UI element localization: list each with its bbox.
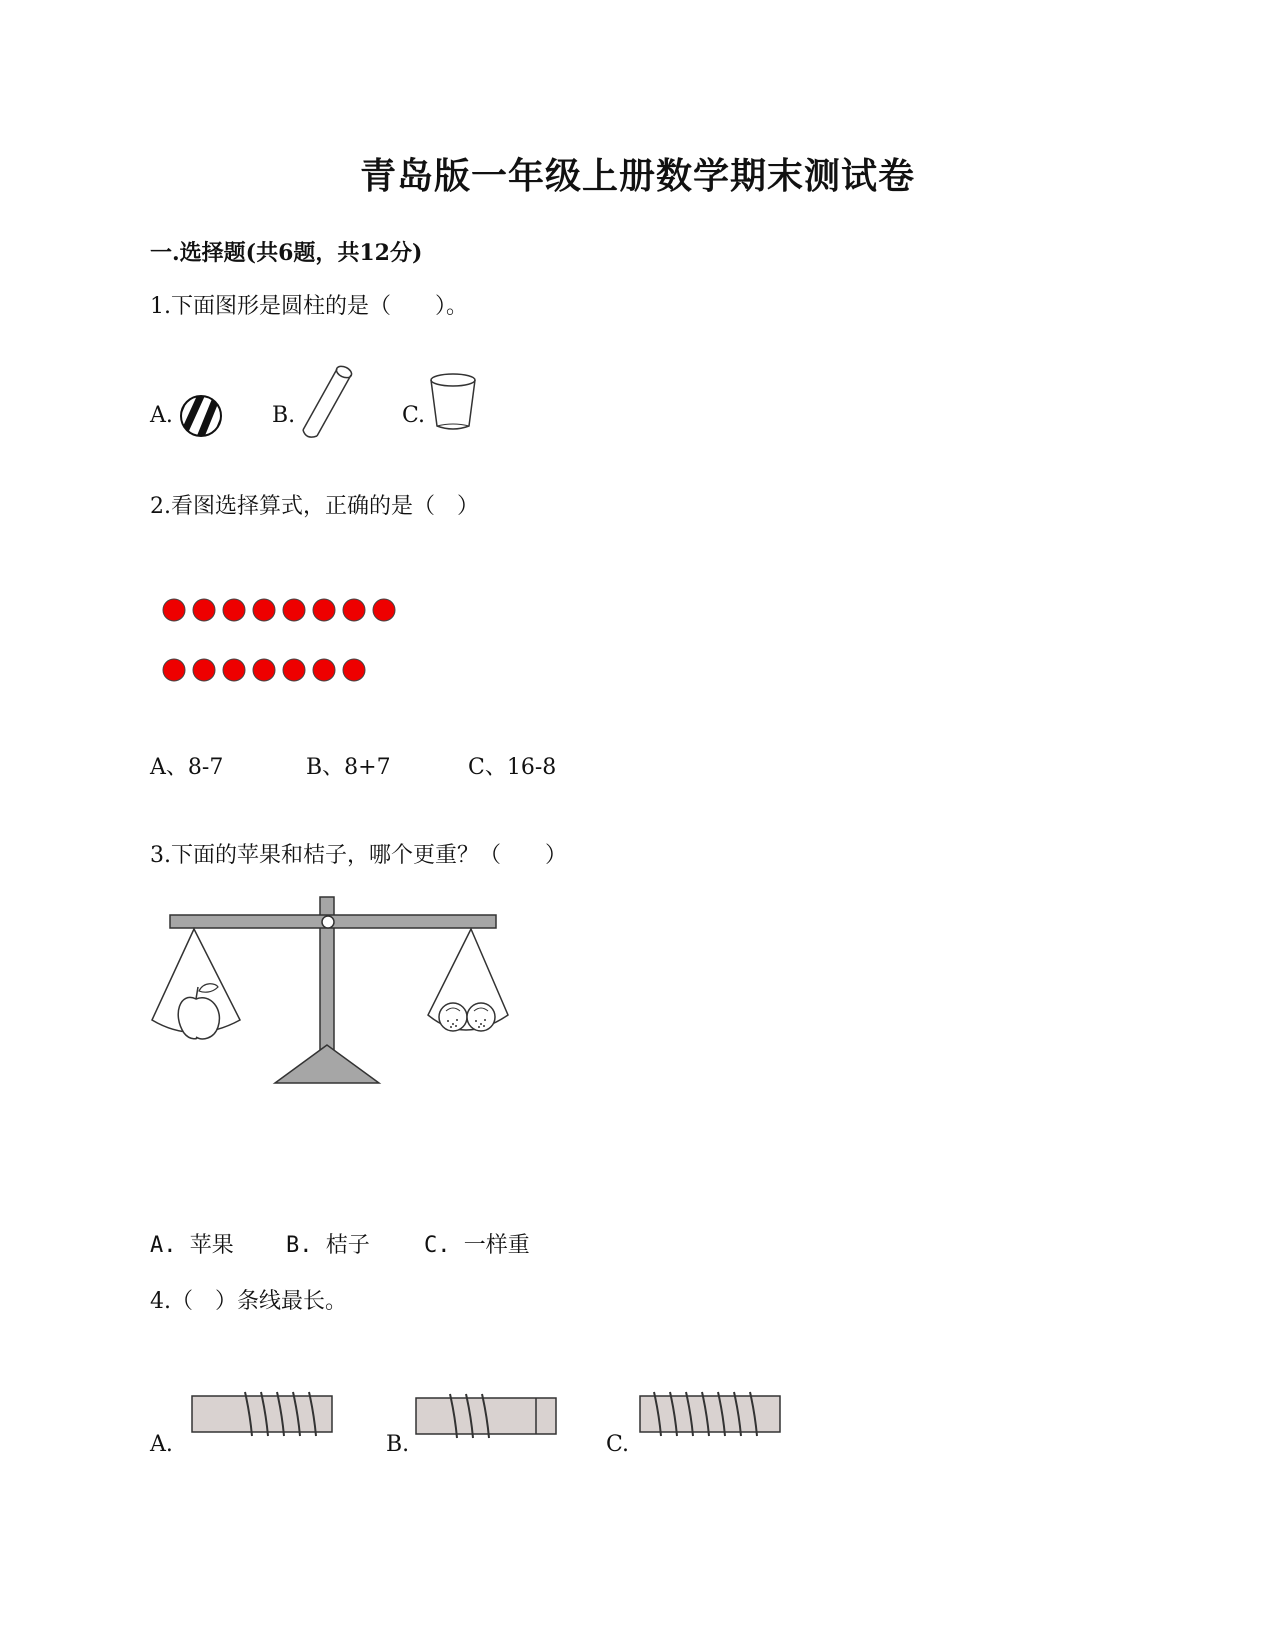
red-dot — [313, 659, 335, 681]
q2-option-a: A、8-7 — [150, 755, 224, 780]
coiled-bar-a — [190, 1388, 335, 1440]
q3-option-b: B. 桔子 — [286, 1233, 370, 1258]
red-dot — [223, 659, 245, 681]
q4-option-c-label: C. — [606, 1432, 630, 1457]
q2-option-c: C、16-8 — [468, 755, 557, 780]
question-1-text: 1.下面图形是圆柱的是（ ）。 — [150, 294, 468, 319]
red-dot — [223, 599, 245, 621]
q3-option-a: A. 苹果 — [150, 1233, 234, 1258]
orange-icon — [439, 1003, 467, 1031]
q1-option-a-label: A. — [150, 403, 173, 428]
red-dot — [283, 599, 305, 621]
coiled-bar-b — [414, 1390, 559, 1442]
question-2-text: 2.看图选择算式，正确的是（ ） — [150, 494, 479, 519]
q4-option-b-label: B. — [386, 1432, 410, 1457]
red-dot — [163, 659, 185, 681]
q1-option-b-label: B. — [272, 403, 296, 428]
red-dot — [313, 599, 335, 621]
scale-base — [275, 1045, 379, 1083]
red-dot — [253, 659, 275, 681]
q2-option-b: B、8+7 — [306, 755, 391, 780]
red-dot — [193, 599, 215, 621]
q1-option-c-label: C. — [402, 403, 426, 428]
question-3-text: 3.下面的苹果和桔子，哪个更重？（ ） — [150, 843, 567, 868]
orange-icon — [467, 1003, 495, 1031]
coiled-bar-c — [638, 1388, 783, 1440]
scale-pivot — [322, 916, 334, 928]
red-dot — [343, 599, 365, 621]
q3-option-c: C. 一样重 — [424, 1233, 530, 1258]
striped-ball-icon — [178, 393, 224, 439]
question-4-text: 4.（ ）条线最长。 — [150, 1289, 347, 1314]
red-dot — [193, 659, 215, 681]
dots-figure — [150, 590, 410, 690]
page-title: 青岛版一年级上册数学期末测试卷 — [359, 155, 915, 197]
q4-option-a-label: A. — [150, 1432, 173, 1457]
section-heading: 一.选择题(共6题，共12分) — [150, 240, 423, 266]
balance-scale-figure — [148, 895, 528, 1095]
red-dot — [343, 659, 365, 681]
cylinder-icon — [298, 362, 358, 442]
red-dot — [373, 599, 395, 621]
red-dot — [163, 599, 185, 621]
cup-icon — [428, 372, 478, 434]
red-dot — [283, 659, 305, 681]
red-dot — [253, 599, 275, 621]
